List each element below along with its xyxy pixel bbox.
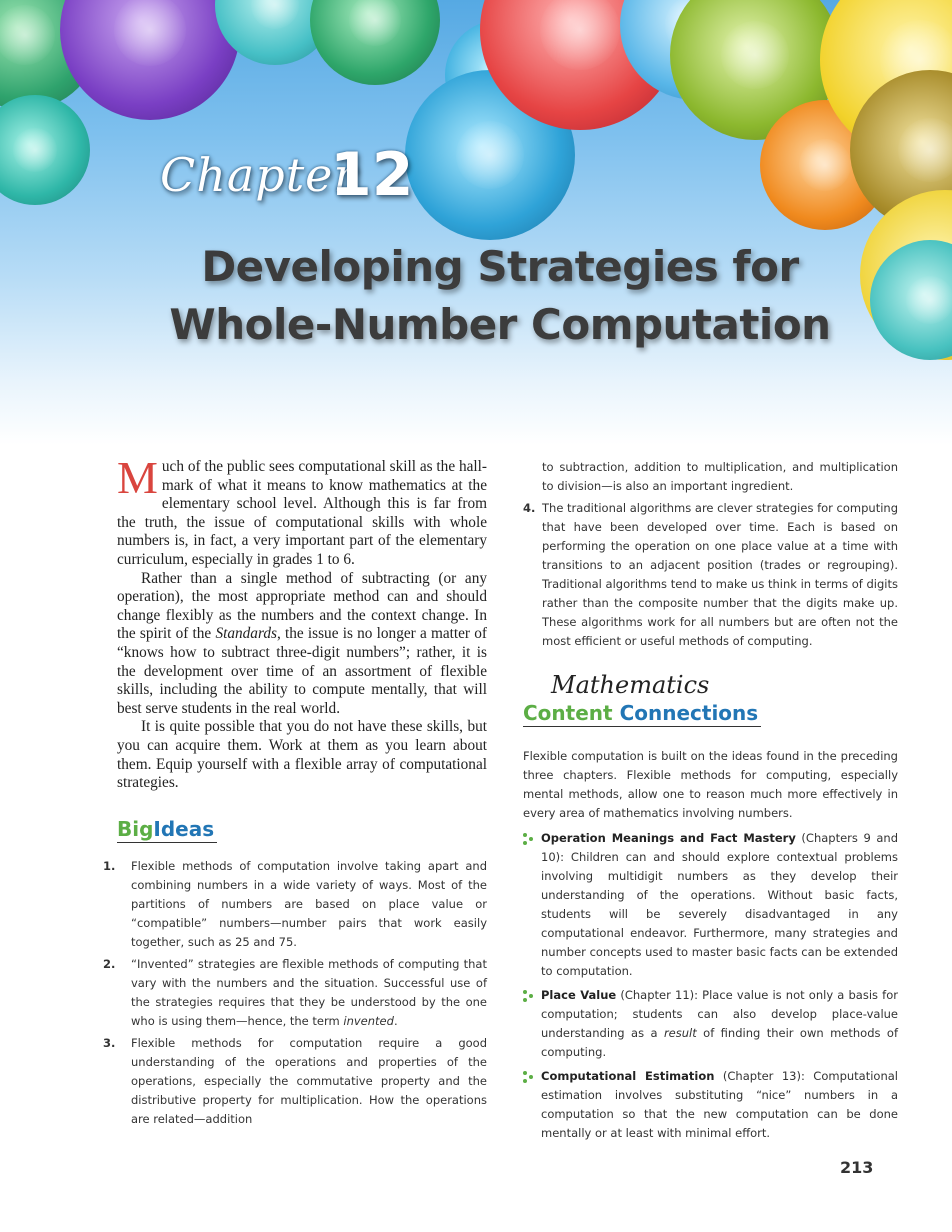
heading-word: Content [523,701,613,725]
nautilus-shell-decoration [0,95,90,205]
page-number: 213 [840,1158,874,1177]
item-text: Flexible methods for computation require a good understanding of the operations and properties of the operations, especially the commutative property and the distributive property for multiplication. How the operations are related—addition [131,1035,487,1126]
item-text: (Chapter 11): Place value is not only a basis for computation; students can also develop place-value understanding as a [541,988,898,1040]
chapter-label: Chapter [160,148,357,202]
intro-paragraph [117,570,487,719]
big-ideas-heading [117,817,217,843]
list-item [523,499,898,651]
heading-word: Connections [619,701,759,725]
nautilus-shell-decoration [310,0,440,85]
introduction [117,452,487,793]
list-item [523,1067,898,1143]
list-item-continuation: to subtraction, addition to multiplication, and multiplication to division—is also an important ingredient. [542,460,898,493]
chapter-title [130,238,870,354]
content-connections-list [523,829,898,1143]
right-column [523,458,898,1148]
item-text: (Chapter 13): Computational estimation involves substituting “nice” numbers in a computation so that the new computation can be done mentally or at least with minimal effort. [541,1069,898,1140]
big-ideas-list [103,857,487,1129]
item-text: “Invented” strategies are flexible methods of computing that vary with the numbers and the situation. Successful use of the strategies requires that they be understood by the one who is using them—hence, the term [131,956,487,1028]
nautilus-shell-decoration [60,0,240,120]
item-lead: Place Value [541,988,617,1002]
item-text: . [393,1013,398,1028]
heading-main [523,701,761,727]
item-lead: Operation Meanings and Fact Mastery [541,831,796,845]
list-item [103,857,487,952]
chapter-title-line: Developing Strategies for [201,242,799,291]
intro-paragraph: It is quite possible that you do not have these skills, but you can acquire them. Work at them as you learn about them. Equip yourself with a flexible array of computational strategies. [117,718,487,792]
list-item [523,986,898,1062]
item-lead: Computational Estimation [541,1069,715,1083]
intro-text: uch of the public sees computational skill as the hall-mark of what it means to know mathematics at the elementary school level. Although this is far from the truth, the issue of computational skills with whole numbers is, in fact, a very important part of the elementary curriculum, especially in grades 1 to 6. [117,458,487,568]
content-connections-intro: Flexible computation is built on the ideas found in the preceding three chapters. Flexible methods for computing, especially mental methods, allow one to reason much more effectively in every area of mathematics involving numbers. [523,749,898,820]
item-emphasis: invented [343,1013,394,1028]
content-connections-heading [523,671,773,731]
triple-dot-bullet-icon [523,1071,535,1083]
left-column [103,452,487,1132]
chapter-number: 12 [330,140,414,210]
chapter-title-line: Whole-Number Computation [169,300,831,349]
chapter-banner [0,0,952,445]
heading-word: Ideas [153,816,215,841]
item-text: (Chapters 9 and 10): Children can and should explore contextual problems involving multidigit numbers as they develop their understanding of the operations. Without basic facts, students will be severely disadvantaged in any computational endeavor. Furthermore, many strategies and number concepts used to master basic facts can be extended to computation. [541,831,898,978]
item-emphasis: result [663,1026,697,1040]
item-text: The traditional algorithms are clever strategies for computing that have been developed over time. Each is based on performing the operation on one place value at a time with transitions to an adjacent position (trades or regrouping). Traditional algorithms tend to make us think in terms of digits rather than the composite number that the digits make up. These algorithms work for all numbers but are often not the most efficient or useful methods of computing. [542,501,898,648]
item-text: Flexible methods of computation involve taking apart and combining numbers in a wide variety of ways. Most of the partitions of numbers are based on place value or “compatible” numbers—number pairs that work easily together, such as 25 and 75. [131,858,487,949]
item-number: 1. [103,858,116,873]
list-item [103,955,487,1031]
heading-script: Mathematics [551,671,710,699]
intro-paragraph [117,452,487,570]
item-number: 2. [103,956,116,971]
item-number: 3. [103,1035,116,1050]
item-number: 4. [523,501,536,515]
intro-text: , the issue is no longer a matter of “knows how to subtract three-digit numbers”; rather, it is the development over time of an assortment of flexible skills, including the ability to compute mentally, that will best serve students in the real world. [117,625,487,717]
list-item [103,1034,487,1129]
list-item [523,829,898,981]
item-text: of finding their own methods of computing. [541,1026,898,1059]
heading-word: Big [117,816,154,841]
triple-dot-bullet-icon [523,990,535,1002]
intro-text: Rather than a single method of subtracting (or any operation), the most appropriate method can and should change flexibly as the numbers and the context change. In the spirit of the [117,569,487,643]
triple-dot-bullet-icon [523,833,535,845]
drop-cap: M [117,452,158,503]
standards-title: Standards [215,625,277,643]
